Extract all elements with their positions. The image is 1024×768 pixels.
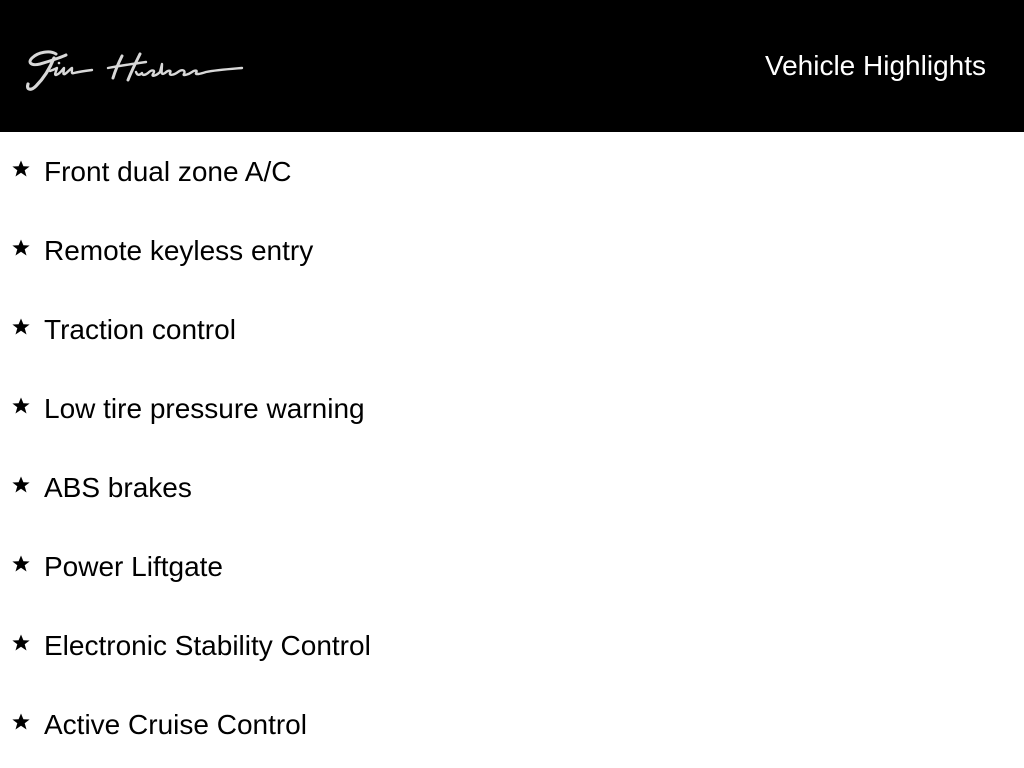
highlight-label: Front dual zone A/C xyxy=(44,156,292,187)
highlight-label: Low tire pressure warning xyxy=(44,393,365,424)
list-item xyxy=(0,132,1024,211)
highlight-label: ABS brakes xyxy=(44,472,192,503)
star-icon xyxy=(11,712,31,732)
star-icon xyxy=(11,554,31,574)
vehicle-highlights-list xyxy=(0,132,1024,764)
star-icon xyxy=(11,317,31,337)
list-item xyxy=(0,290,1024,369)
list-item xyxy=(0,448,1024,527)
star-icon xyxy=(11,633,31,653)
star-icon xyxy=(11,475,31,495)
highlight-label: Electronic Stability Control xyxy=(44,630,371,661)
highlight-label: Remote keyless entry xyxy=(44,235,314,266)
page-title: Vehicle Highlights xyxy=(764,50,986,81)
highlight-label: Traction control xyxy=(44,314,236,345)
highlight-label: Power Liftgate xyxy=(44,551,223,582)
list-item xyxy=(0,685,1024,764)
highlight-label: Active Cruise Control xyxy=(44,709,307,740)
star-icon xyxy=(11,396,31,416)
star-icon xyxy=(11,238,31,258)
list-item xyxy=(0,527,1024,606)
jim-hudson-signature-logo[interactable] xyxy=(20,44,245,100)
list-item xyxy=(0,211,1024,290)
page-header xyxy=(0,0,1024,132)
list-item xyxy=(0,606,1024,685)
star-icon xyxy=(11,159,31,179)
list-item xyxy=(0,369,1024,448)
